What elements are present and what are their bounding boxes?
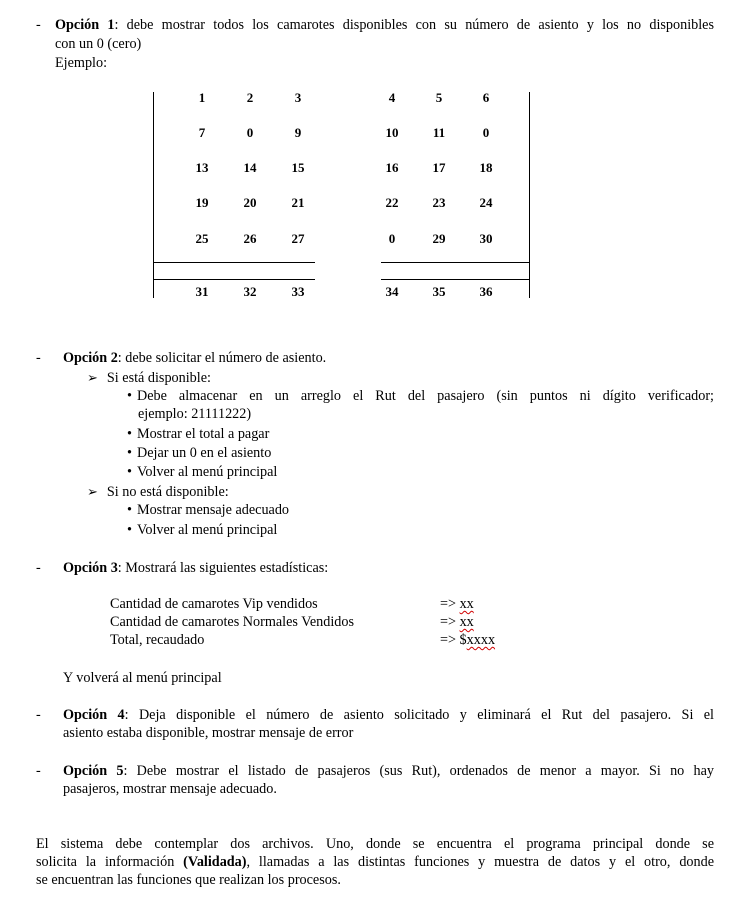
list-dash: -: [36, 350, 41, 366]
seat-number: 36: [479, 284, 493, 299]
seat-number: 17: [432, 160, 446, 175]
opcion-2-available-item: • Dejar un 0 en el asiento: [127, 445, 271, 462]
opcion-2-unavailable-item: • Volver al menú principal: [127, 522, 277, 539]
seat-number: 0: [482, 125, 490, 140]
seat-number: 0: [388, 231, 396, 246]
seat-number: 9: [294, 125, 302, 140]
seat-number: 34: [385, 284, 399, 299]
opcion-2-label: Opción 2: [63, 350, 118, 366]
closing-line-3: se encuentran las funciones que realizan los procesos.: [36, 872, 341, 888]
seat-number: 18: [479, 160, 493, 175]
opcion-3-intro: Opción 3: Mostrará las siguientes estadísticas:: [63, 560, 329, 576]
seat-number: 27: [291, 231, 305, 246]
stat-value: => xx: [440, 596, 474, 612]
seat-number: 11: [432, 125, 446, 140]
stat-label: Cantidad de camarotes Normales Vendidos: [110, 614, 355, 630]
seat-number: 26: [243, 231, 257, 246]
opcion-2-available: ➢ Si está disponible:: [87, 370, 211, 386]
seat-number: 10: [385, 125, 399, 140]
opcion-4-label: Opción 4: [63, 707, 125, 723]
seat-number: 35: [432, 284, 446, 299]
opcion-1-line-2: con un 0 (cero): [55, 36, 142, 52]
seat-number: 7: [198, 125, 206, 140]
stat-value: => xx: [440, 614, 474, 630]
grid-line-left-1: [153, 262, 315, 263]
seat-number: 23: [432, 195, 446, 210]
seat-number: 24: [479, 195, 493, 210]
seat-number: 3: [294, 90, 302, 105]
seat-number: 19: [195, 195, 209, 210]
seat-number: 20: [243, 195, 257, 210]
opcion-5-label: Opción 5: [63, 763, 124, 779]
grid-right-border: [529, 92, 530, 298]
seat-number: 14: [243, 160, 257, 175]
opcion-2-unavailable: ➢ Si no está disponible:: [87, 484, 229, 500]
opcion-2-available-item: • Volver al menú principal: [127, 464, 277, 481]
opcion-5-line-1: Opción 5: Debe mostrar el listado de pasajeros (sus Rut), ordenados de menor a mayor. Si no hay: [63, 763, 714, 779]
seat-number: 22: [385, 195, 399, 210]
grid-line-right-1: [381, 262, 529, 263]
seat-number: 29: [432, 231, 446, 246]
grid-left-border: [153, 92, 154, 298]
seat-number: 16: [385, 160, 399, 175]
stat-label: Cantidad de camarotes Vip vendidos: [110, 596, 318, 612]
seat-number: 30: [479, 231, 493, 246]
seat-number: 33: [291, 284, 305, 299]
opcion-4-line-2: asiento estaba disponible, mostrar mensaje de error: [63, 725, 354, 741]
seat-number: 25: [195, 231, 209, 246]
seat-number: 31: [195, 284, 209, 299]
grid-line-right-2: [381, 279, 529, 280]
arrow-bullet-icon: ➢: [87, 370, 98, 385]
opcion-3-outro: Y volverá al menú principal: [63, 670, 222, 686]
opcion-1-label: Opción 1: [55, 17, 115, 33]
seat-grid: [0, 0, 734, 320]
seat-number: 2: [246, 90, 254, 105]
seat-number: 15: [291, 160, 305, 175]
opcion-3-label: Opción 3: [63, 560, 118, 576]
closing-line-1: El sistema debe contemplar dos archivos. Uno, donde se encuentra el programa principal donde se: [36, 836, 714, 852]
opcion-2-available-item-cont: ejemplo: 21111222): [138, 406, 252, 422]
opcion-2-available-item: • Debe almacenar en un arreglo el Rut del pasajero (sin puntos ni dígito verificador;: [127, 388, 714, 405]
opcion-2-unavailable-item: • Mostrar mensaje adecuado: [127, 502, 289, 519]
closing-line-2: solicita la información (Validada), llamadas a las distintas funciones y muestra de datos y el otro, donde: [36, 854, 714, 870]
opcion-2-intro: Opción 2: debe solicitar el número de asiento.: [63, 350, 327, 366]
seat-number: 13: [195, 160, 209, 175]
seat-number: 1: [198, 90, 206, 105]
validada-bold: (Validada): [183, 854, 247, 870]
opcion-1-example-label: Ejemplo:: [55, 55, 108, 71]
list-dash: -: [36, 560, 41, 576]
opcion-4-line-1: Opción 4: Deja disponible el número de asiento solicitado y eliminará el Rut del pasajero. Si el: [63, 707, 714, 723]
stat-label: Total, recaudado: [110, 632, 205, 648]
seat-number: 21: [291, 195, 305, 210]
arrow-bullet-icon: ➢: [87, 484, 98, 499]
opcion-1-line-1: Opción 1: debe mostrar todos los camarotes disponibles con su número de asiento y los no disponibles: [55, 17, 714, 33]
seat-number: 0: [246, 125, 254, 140]
seat-number: 4: [388, 90, 396, 105]
seat-number: 32: [243, 284, 257, 299]
stat-value: => $xxxx: [440, 632, 496, 648]
list-dash: -: [36, 763, 41, 779]
seat-number: 5: [435, 90, 443, 105]
seat-number: 6: [482, 90, 490, 105]
list-dash: -: [36, 17, 41, 33]
opcion-5-line-2: pasajeros, mostrar mensaje adecuado.: [63, 781, 277, 797]
opcion-2-available-item: • Mostrar el total a pagar: [127, 426, 269, 443]
list-dash: -: [36, 707, 41, 723]
grid-line-left-2: [153, 279, 315, 280]
